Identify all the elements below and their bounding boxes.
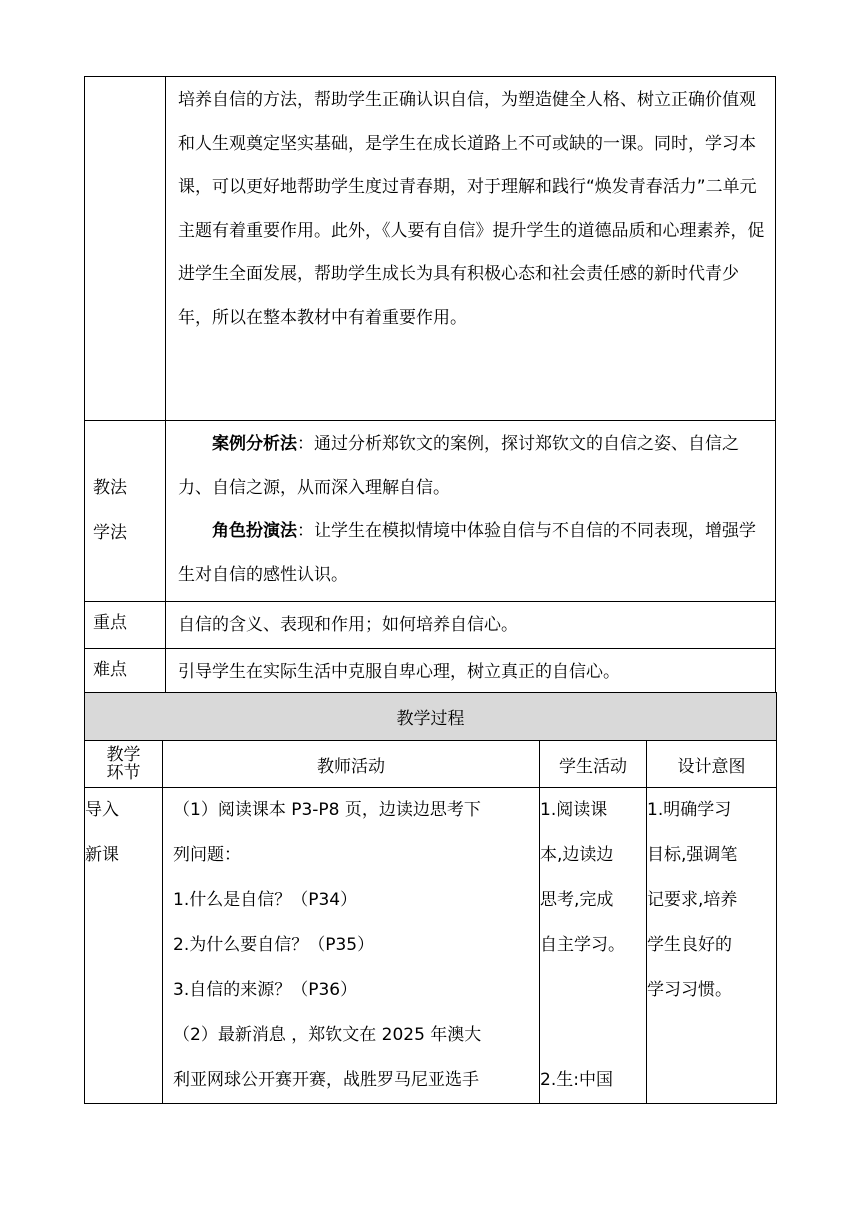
student-line: 2.生:中国 bbox=[540, 1070, 613, 1090]
key-points-text: 自信的含义、表现和作用；如何培养自信心。 bbox=[166, 602, 776, 649]
stage-cell bbox=[85, 788, 163, 1104]
method-role-play-title: 角色扮演法 bbox=[212, 521, 297, 541]
method-role-play-desc: ：让学生在模拟情境中体验自信与不自信的不同表现，增强学生对自信的感性认识。 bbox=[178, 521, 756, 585]
student-line: 1.阅读课 bbox=[540, 800, 608, 820]
col-stage-line1: 教学 bbox=[106, 745, 141, 765]
teacher-line: 2.为什么要自信？（P35） bbox=[173, 935, 375, 955]
intent-line: 学习习惯。 bbox=[647, 980, 732, 1000]
student-line: 自主学习。 bbox=[540, 935, 625, 955]
col-student-header: 学生活动 bbox=[540, 741, 647, 788]
student-line bbox=[540, 1013, 646, 1058]
intent-line: 1.明确学习 bbox=[647, 800, 732, 820]
methods-text bbox=[166, 421, 776, 602]
intent-line: 学生良好的 bbox=[647, 935, 732, 955]
stage-line2: 新课 bbox=[85, 845, 119, 865]
teaching-process-table bbox=[84, 692, 777, 1104]
student-line: 本,边读边 bbox=[540, 845, 614, 865]
teacher-line: 1.什么是自信？（P34） bbox=[173, 890, 358, 910]
teacher-activity-cell bbox=[163, 788, 540, 1104]
methods-label-line1: 教法 bbox=[93, 478, 127, 498]
intent-line: 目标,强调笔 bbox=[647, 845, 738, 865]
teacher-line: （2）最新消息 ，郑钦文在 2025 年澳大 bbox=[173, 1025, 482, 1045]
method-case-analysis bbox=[178, 423, 767, 510]
teacher-line: 列问题： bbox=[173, 845, 241, 865]
method-case-analysis-title: 案例分析法 bbox=[212, 434, 297, 454]
design-intent-cell bbox=[647, 788, 777, 1104]
teacher-line: 3.自信的来源？（P36） bbox=[173, 980, 358, 1000]
stage-line1: 导入 bbox=[85, 800, 119, 820]
process-title: 教学过程 bbox=[85, 693, 777, 741]
student-activity-cell bbox=[540, 788, 647, 1104]
teacher-line: （1）阅读课本 P3-P8 页，边读边思考下 bbox=[173, 800, 481, 820]
difficulties-label: 难点 bbox=[85, 648, 166, 695]
teacher-line: 利亚网球公开赛开赛，战胜罗马尼亚选手 bbox=[173, 1070, 479, 1090]
key-points-label: 重点 bbox=[85, 602, 166, 649]
blank-label-cell bbox=[85, 77, 166, 421]
student-line: 思考,完成 bbox=[540, 890, 614, 910]
methods-label bbox=[85, 421, 166, 602]
method-role-play bbox=[178, 510, 767, 597]
student-line bbox=[540, 968, 646, 1013]
course-info-table bbox=[84, 76, 776, 695]
col-teacher-header: 教师活动 bbox=[163, 741, 540, 788]
method-case-analysis-desc: ：通过分析郑钦文的案例，探讨郑钦文的自信之姿、自信之力、自信之源，从而深入理解自信。 bbox=[178, 434, 739, 498]
col-stage-header bbox=[85, 741, 163, 788]
intent-line: 记要求,培养 bbox=[647, 890, 738, 910]
methods-label-line2: 学法 bbox=[93, 523, 127, 543]
col-stage-line2: 环节 bbox=[106, 763, 141, 783]
course-position-text: 培养自信的方法，帮助学生正确认识自信，为塑造健全人格、树立正确价值观和人生观奠定坚实基础，是学生在成长道路上不可或缺的一课。同时，学习本课，可以更好地帮助学生度过青春期，对于理解和践行“焕发青春活力”二单元主题有着重要作用。此外，《人要有自信》提升学生的道德品质和心理素养，促进学生全面发展，帮助学生成长为具有积极心态和社会责任感的新时代青少年，所以在整本教材中有着重要作用。 bbox=[166, 77, 776, 421]
difficulties-text: 引导学生在实际生活中克服自卑心理，树立真正的自信心。 bbox=[166, 648, 776, 695]
col-intent-header: 设计意图 bbox=[647, 741, 777, 788]
